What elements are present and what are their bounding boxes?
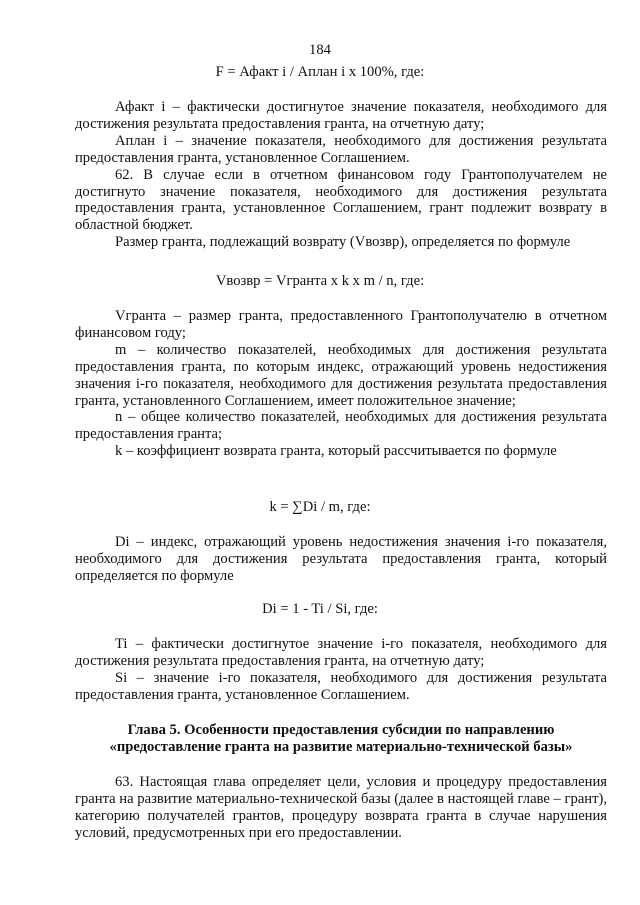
definitions-k [75,534,607,585]
chapter-heading-line2: «предоставление гранта на развитие материально-технической базы» [109,739,573,755]
chapter-heading [75,722,607,756]
definitions-f [75,99,607,251]
definition-aplan: Аплан i – значение показателя, необходимого для достижения результата предоставления гранта, установленное Соглашением. [75,132,607,166]
formula-k: k = ∑Di / m, где: [269,499,371,515]
formula-v-intro: Размер гранта, подлежащий возврату (Vвозвр), определяется по формуле [115,234,571,251]
formula-d: Di = 1 - Ti / Si, где: [262,601,378,617]
definition-n: n – общее количество показателей, необходимых для достижения результата предоставления гранта; [75,409,607,443]
definition-afakt: Афакт i – фактически достигнутое значение показателя, необходимого для достижения результата предоставления гранта, на отчетную дату; [75,99,607,132]
definitions-d [75,636,607,704]
formula-f: F = Афакт i / Аплан i х 100%, где: [215,64,425,80]
paragraph-62: 62. В случае если в отчетном финансовом году Грантополучателем не достигнуто значение показателя, необходимого для достижения результата предоставления гранта, установленное Соглашением, грант подлежит возврату в областной бюджет. [75,166,607,234]
formula-v: Vвозвр = Vгранта x k x m / n, где: [215,273,425,289]
definition-m: m – количество показателей, необходимых для достижения результата предоставления гранта, по которым индекс, отражающий уровень недостижения значения i-го показателя, необходимого для достижения результата предоставления гранта, установленного Соглашением, имеет положительное значение; [75,341,607,409]
definition-di: Di – индекс, отражающий уровень недостижения значения i-го показателя, необходимого для достижения результата предоставления гранта, который определяется по формуле [75,534,607,584]
chapter-body [75,774,607,842]
definition-vgranta: Vгранта – размер гранта, предоставленного Грантополучателю в отчетном финансовом году; [75,308,607,341]
definition-k: k – коэффициент возврата гранта, который рассчитывается по формуле [115,443,557,460]
definitions-v [75,308,607,460]
definition-si: Si – значение i-го показателя, необходимого для достижения результата предоставления гранта, установленное Соглашением. [75,669,607,703]
paragraph-63: 63. Настоящая глава определяет цели, условия и процедуру предоставления гранта на развитие материально-технической базы (далее в настоящей главе – грант), категорию получателей грантов, процедуру возврата гранта в случае нарушения условий, предусмотренных при его предоставлении. [75,774,607,841]
chapter-heading-line1: Глава 5. Особенности предоставления субсидии по направлению [127,722,555,738]
page-number: 184 [309,42,331,58]
definition-ti: Ti – фактически достигнутое значение i-го показателя, необходимого для достижения результата предоставления гранта, на отчетную дату; [75,636,607,669]
